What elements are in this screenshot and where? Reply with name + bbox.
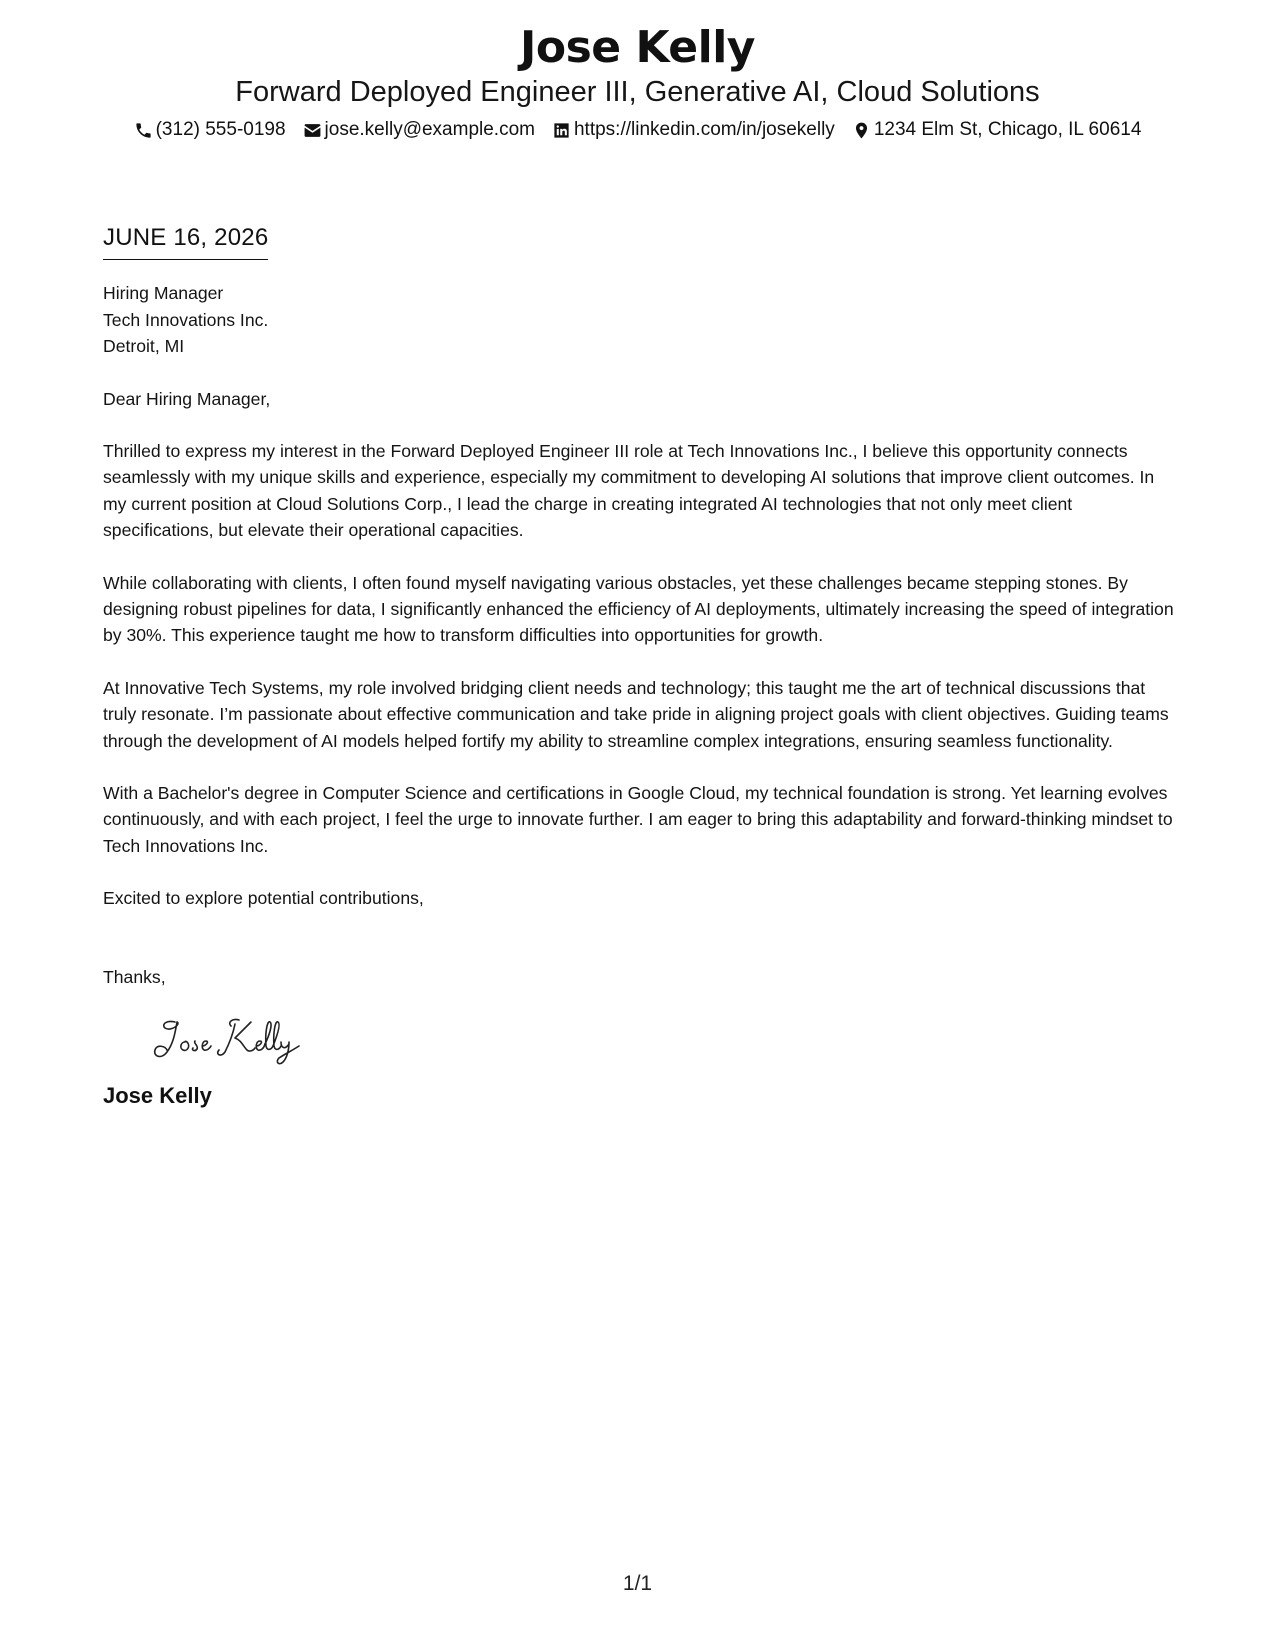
applicant-name: Jose Kelly [520, 22, 755, 73]
contact-phone [134, 118, 286, 142]
body-paragraph-3: At Innovative Tech Systems, my role involved bridging client needs and technology; this taught me the art of technical discussions that truly resonate. I’m passionate about effective communication and take pride in aligning project goals with client objectives. Guiding teams through the development of AI models helped fortify my ability to streamline complex integrations, ensuring seamless functionality. [103, 677, 1169, 751]
phone-text: (312) 555-0198 [155, 119, 286, 140]
body-paragraph-4: With a Bachelor's degree in Computer Science and certifications in Google Cloud, my technical foundation is strong. Yet learning evolves continuously, and with each project, I feel the urge to innovate further. I am eager to bring this adaptability and forward-thinking mindset to Tech Innovations Inc. [103, 782, 1173, 856]
map-marker-icon [852, 121, 871, 140]
recipient-location: Detroit, MI [103, 336, 185, 356]
body-paragraph-2: While collaborating with clients, I often found myself navigating various obstacles, yet these challenges became stepping stones. By designing robust pipelines for data, I significantly enhanced the efficiency of AI deployments, ultimately increasing the speed of integration by 30%. This experience taught me how to transform difficulties into opportunities for growth. [103, 572, 1174, 646]
recipient-title: Hiring Manager [103, 283, 224, 303]
letter-header [0, 22, 1275, 142]
contact-address [852, 118, 1142, 142]
job-title: Forward Deployed Engineer III, Generative AI, Cloud Solutions [235, 76, 1040, 108]
letter-date: JUNE 16, 2026 [103, 222, 268, 260]
contact-email [303, 118, 535, 142]
recipient-block [103, 280, 1178, 360]
envelope-icon [303, 121, 322, 140]
contact-info-row [0, 118, 1275, 142]
contact-linkedin [552, 118, 835, 142]
salutation: Dear Hiring Manager, [103, 388, 271, 409]
email-text: jose.kelly@example.com [324, 119, 535, 140]
phone-icon [134, 121, 153, 140]
linkedin-text: https://linkedin.com/in/josekelly [573, 119, 835, 140]
closing-line: Excited to explore potential contributions, [103, 888, 424, 909]
recipient-company: Tech Innovations Inc. [103, 309, 269, 330]
address-text: 1234 Elm St, Chicago, IL 60614 [873, 119, 1142, 140]
handwritten-signature [147, 1010, 327, 1068]
body-paragraph-1: Thrilled to express my interest in the Forward Deployed Engineer III role at Tech Innovations Inc., I believe this opportunity connects seamlessly with my unique skills and experience, especially my commitment to developing AI solutions that improve client outcomes. In my current position at Cloud Solutions Corp., I lead the charge in creating integrated AI technologies that not only meet client specifications, but elevate their operational capacities. [103, 440, 1155, 541]
signer-name: Jose Kelly [103, 1083, 212, 1108]
linkedin-icon [552, 121, 571, 140]
page-number: 1/1 [622, 1572, 653, 1595]
sign-off: Thanks, [103, 966, 166, 987]
letter-body [103, 222, 1178, 1110]
